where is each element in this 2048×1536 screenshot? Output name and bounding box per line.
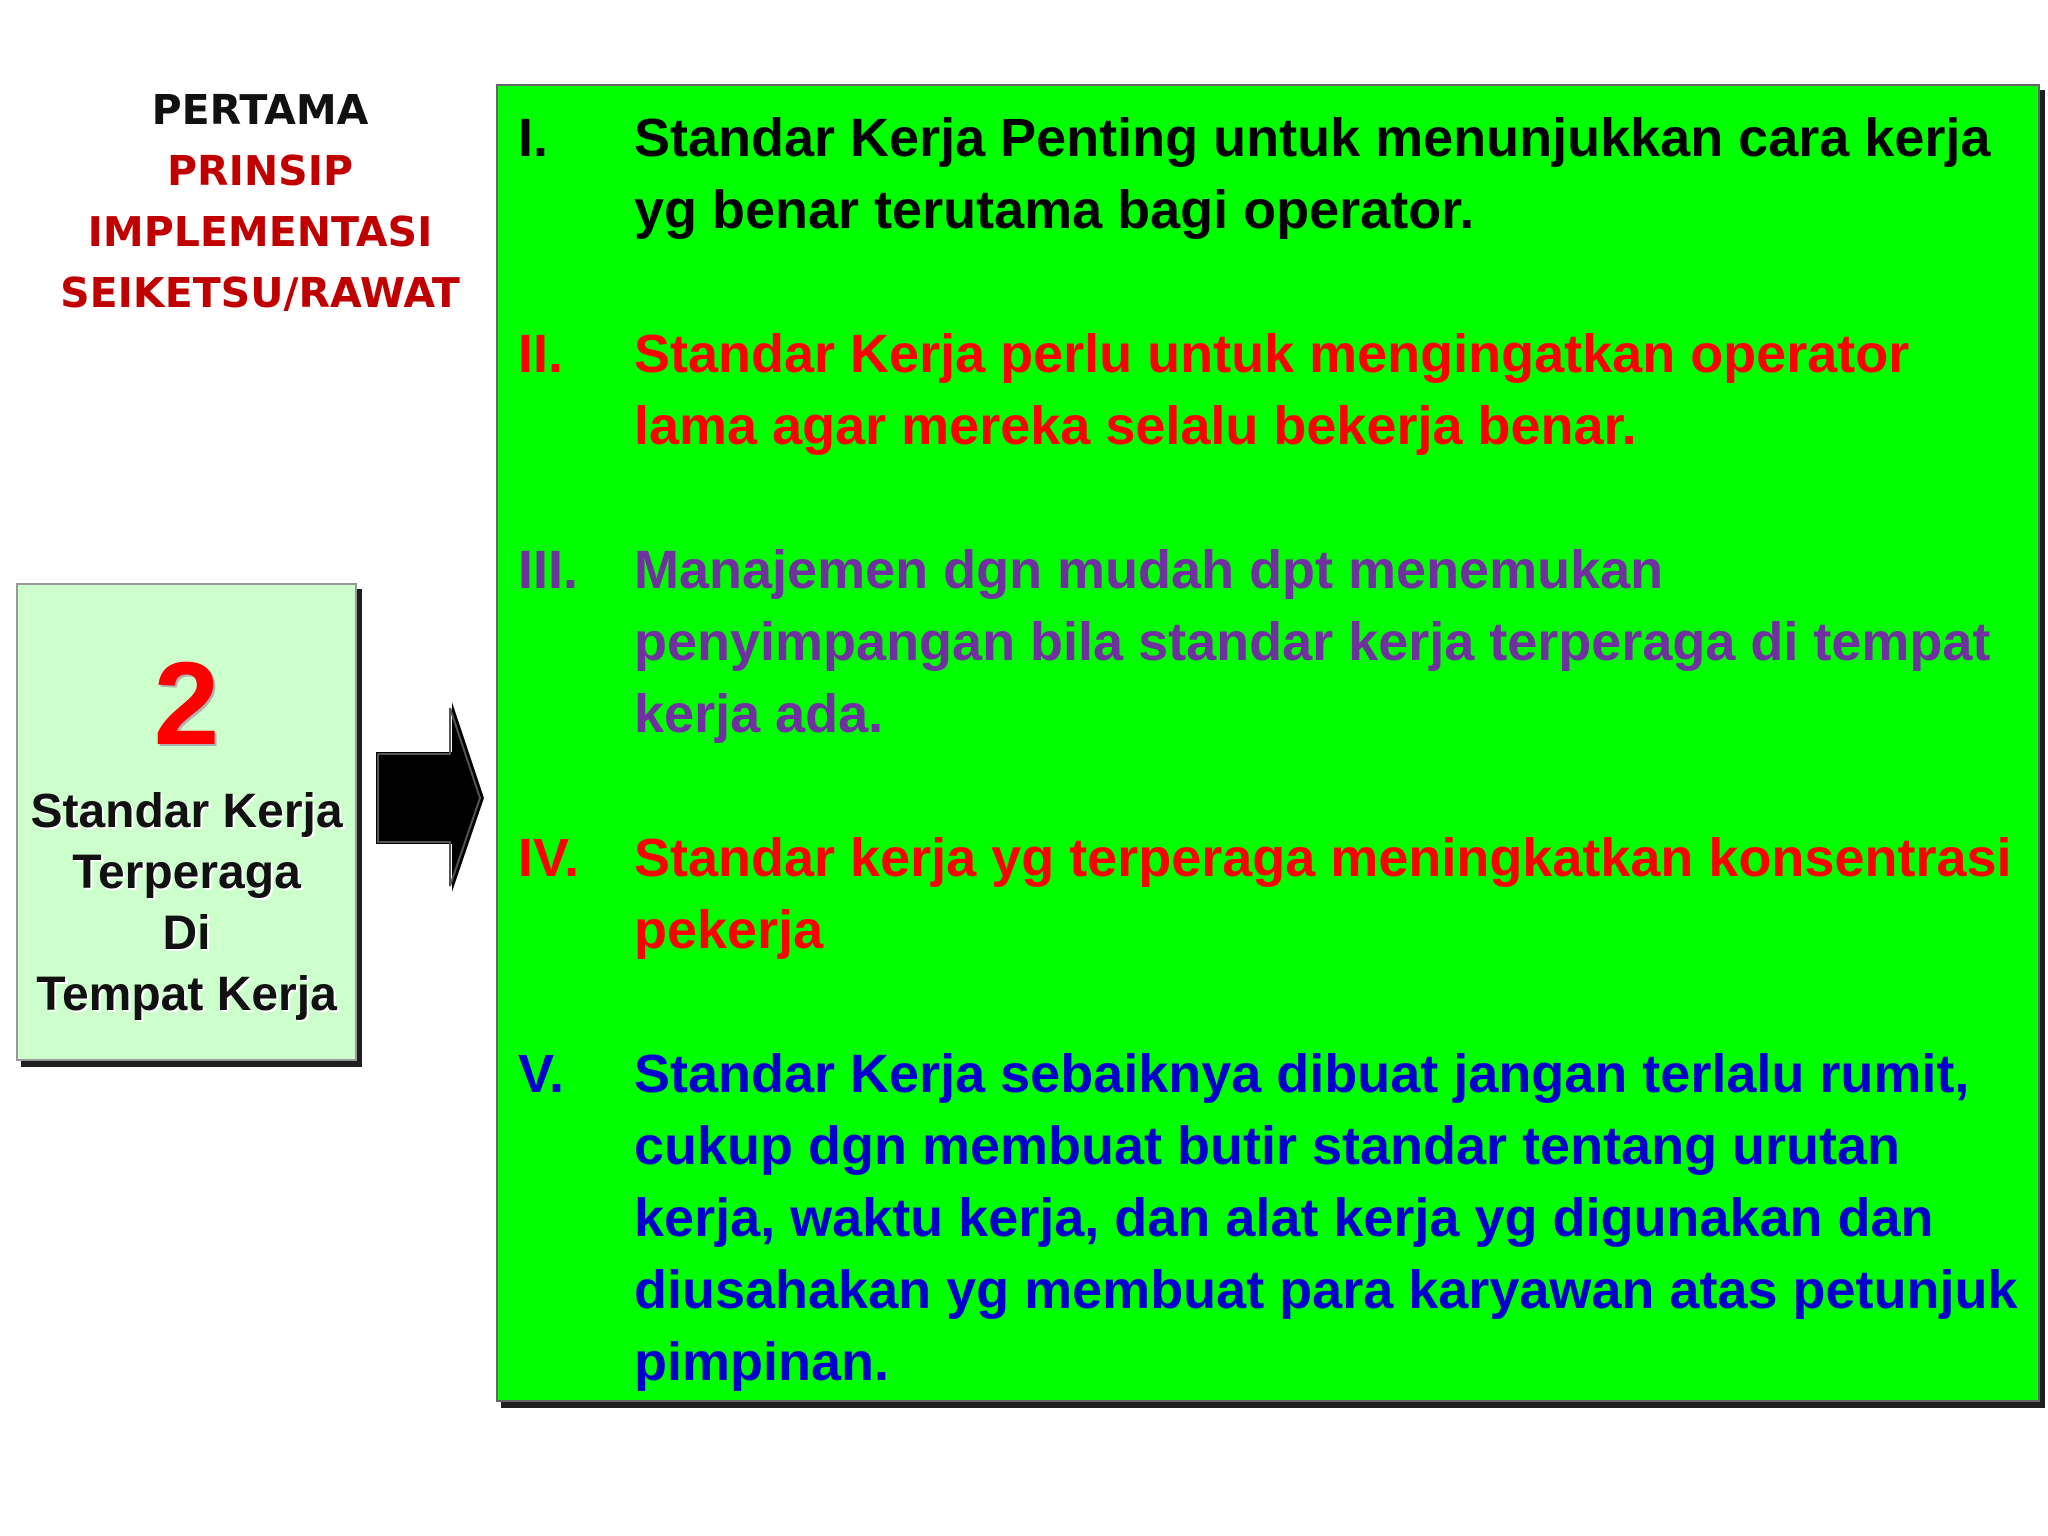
principle-text-1: Standar Kerja Penting untuk menunjukkan cara kerja yg benar terutama bagi operator.: [634, 108, 1991, 240]
principle-item-1: [518, 102, 2018, 246]
header-seiketsu: SEIKETSU/RAWAT: [60, 269, 460, 317]
principle-item-2: [518, 318, 2018, 462]
header-prinsip: PRINSIP: [166, 147, 354, 195]
principle-text-2: Standar Kerja perlu untuk mengingatkan operator lama agar mereka selalu bekerja benar.: [634, 324, 1910, 456]
principle-item-3: [518, 534, 2018, 750]
topic-line-3: Di: [162, 907, 211, 960]
principle-numeral-3: III.: [518, 540, 579, 600]
principle-numeral-2: II.: [518, 324, 564, 384]
header-pertama: PERTAMA: [151, 86, 369, 134]
principle-numeral-5: V.: [518, 1044, 565, 1104]
principle-text-5: Standar Kerja sebaiknya dibuat jangan terlalu rumit, cukup dgn membuat butir standar tentang urutan kerja, waktu kerja, dan alat kerja yg digunakan dan diusahakan yg membuat para karyawan atas petunjuk pimpinan.: [634, 1044, 2018, 1392]
principles-panel: [496, 84, 2040, 1402]
principle-item-5: [518, 1038, 2018, 1398]
topic-number: 2: [153, 638, 220, 770]
principle-item-4: [518, 822, 2018, 966]
topic-card: [16, 583, 357, 1061]
slide-header: [40, 80, 480, 324]
topic-line-4: Tempat Kerja: [36, 968, 337, 1021]
header-implementasi: IMPLEMENTASI: [87, 208, 433, 256]
principle-numeral-4: IV.: [518, 828, 580, 888]
topic-line-1: Standar Kerja: [30, 785, 343, 838]
principle-text-4: Standar kerja yg terperaga meningkatkan konsentrasi pekerja: [634, 828, 2012, 960]
principle-numeral-1: I.: [518, 108, 549, 168]
principle-text-3: Manajemen dgn mudah dpt menemukan penyimpangan bila standar kerja terperaga di tempat kerja ada.: [634, 540, 1991, 744]
right-arrow-icon: [376, 702, 484, 892]
topic-line-2: Terperaga: [72, 846, 301, 899]
